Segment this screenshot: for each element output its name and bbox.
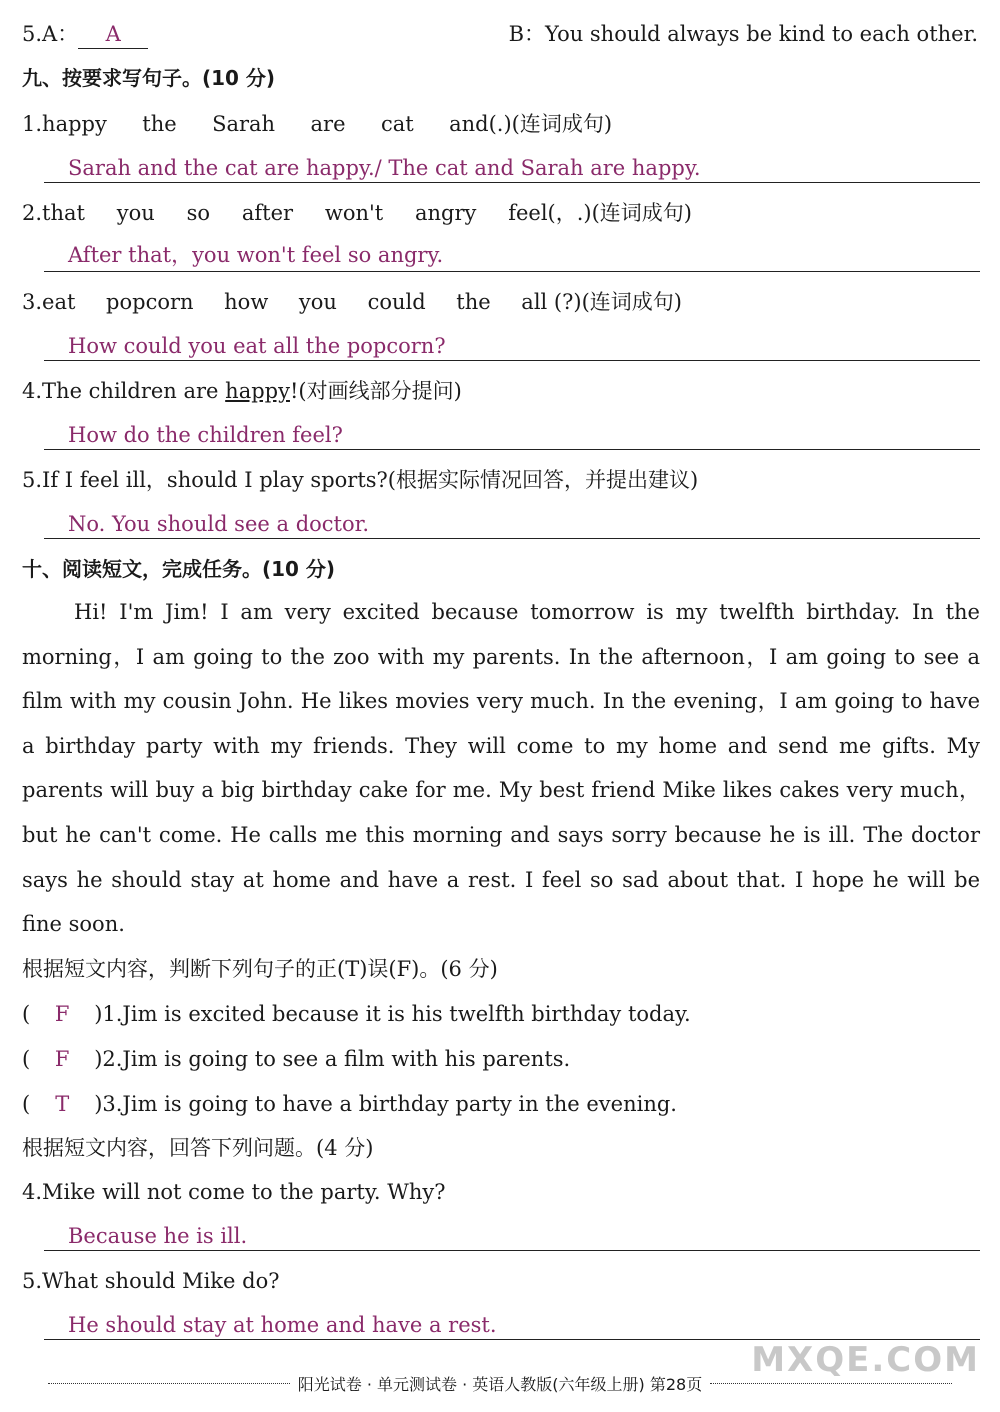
watermark-logo: MXQE.COM — [751, 1340, 980, 1380]
s9-q2-num: 2. — [22, 201, 43, 225]
word: popcorn — [106, 290, 194, 314]
tf-text: )2.Jim is going to see a film with his parents. — [94, 1047, 571, 1071]
word: feel(，.)(连词成句) — [508, 201, 692, 225]
s9-q4-text: 4.The children are — [22, 379, 226, 403]
s10-q4-answer-line — [44, 1220, 980, 1251]
passage-text: Hi! I'm Jim! I am very excited because tomorrow is my twelfth birthday. In the morning，I am going to the zoo with my parents. In the afternoon，I am going to see a film with my cousin John. He likes movies very much. In the evening，I am going to have a birthday party with my friends. They will come to my home and send me gifts. My parents will buy a big birthday cake for me. My best friend Mike likes cakes very much，but he can't come. He calls me this morning and says sorry because he is ill. The doctor says he should stay at home and have a rest. I feel so sad about that. I hope he will be fine soon. — [22, 600, 980, 937]
tf-mark: F — [54, 1047, 70, 1071]
word: won't — [324, 201, 384, 225]
tf-mark: F — [54, 1002, 70, 1026]
s9-q3-words — [42, 288, 682, 316]
tf-item-1: ( F )1.Jim is excited because it is his twelfth birthday today. — [22, 1002, 691, 1026]
word: and(.)(连词成句) — [449, 112, 613, 136]
s9-q3-answer-line — [44, 330, 980, 361]
question-5-answer: A — [78, 20, 148, 49]
question-5-label: 5.A： — [22, 22, 79, 46]
s9-q2-answer: After that，you won't feel so angry. — [68, 243, 444, 267]
s9-q3-num: 3. — [22, 290, 43, 314]
word: Sarah — [212, 112, 276, 136]
s9-q4-underlined: happy — [225, 379, 290, 403]
word: you — [116, 201, 155, 225]
s9-q5: 5.If I feel ill，should I play sports?(根据实际情况回答，并提出建议) — [22, 468, 699, 492]
word: so — [186, 201, 211, 225]
s10-q4-answer: Because he is ill. — [68, 1224, 248, 1248]
question-5-row — [22, 20, 978, 49]
word: cat — [380, 112, 414, 136]
s9-q4 — [22, 377, 978, 405]
word: angry — [415, 201, 477, 225]
s10-q5: 5.What should Mike do? — [22, 1269, 280, 1293]
word: the — [456, 290, 491, 314]
footer-dots-left — [48, 1383, 290, 1384]
s9-q1 — [22, 110, 978, 138]
s9-q1-words — [42, 110, 612, 138]
word: eat — [42, 290, 76, 314]
s9-q1-answer-line — [44, 152, 980, 183]
qa-title: 根据短文内容，回答下列问题。(4 分) — [22, 1136, 374, 1160]
word: how — [224, 290, 269, 314]
s9-q4-instruction: !(对画线部分提问) — [289, 379, 462, 403]
tf-item-3: ( T )3.Jim is going to have a birthday party in the evening. — [22, 1092, 677, 1116]
tf-mark: T — [55, 1092, 70, 1116]
option-b-text: B：You should always be kind to each other. — [508, 22, 978, 46]
s9-q2 — [22, 199, 978, 227]
s9-q3 — [22, 288, 978, 316]
s10-q5-answer-line — [44, 1309, 980, 1340]
tf-item-2: ( F )2.Jim is going to see a film with his parents. — [22, 1047, 571, 1071]
word: that — [42, 201, 85, 225]
word: the — [142, 112, 177, 136]
word: happy — [42, 112, 107, 136]
s9-q5-answer: No. You should see a doctor. — [68, 512, 370, 536]
reading-passage — [22, 590, 980, 947]
tf-title: 根据短文内容，判断下列句子的正(T)误(F)。(6 分) — [22, 957, 498, 981]
word: after — [241, 201, 294, 225]
s10-q4: 4.Mike will not come to the party. Why? — [22, 1180, 446, 1204]
section-10-title: 十、阅读短文，完成任务。(10 分) — [22, 557, 336, 581]
s9-q1-num: 1. — [22, 112, 43, 136]
s9-q2-answer-line — [44, 241, 980, 272]
footer-dots-right — [710, 1383, 952, 1384]
s10-q5-answer: He should stay at home and have a rest. — [68, 1313, 497, 1337]
word: all (?)(连词成句) — [521, 290, 682, 314]
word: you — [298, 290, 337, 314]
s9-q3-answer: How could you eat all the popcorn? — [68, 334, 446, 358]
tf-text: )3.Jim is going to have a birthday party in the evening. — [94, 1092, 677, 1116]
s9-q1-answer: Sarah and the cat are happy./ The cat and Sarah are happy. — [68, 156, 701, 180]
word: could — [367, 290, 426, 314]
s9-q5-answer-line — [44, 508, 980, 539]
s9-q4-answer: How do the children feel? — [68, 423, 343, 447]
s9-q4-answer-line — [44, 419, 980, 450]
word: are — [310, 112, 346, 136]
footer-text: 阳光试卷 · 单元测试卷 · 英语人教版(六年级上册) 第28页 — [297, 1375, 703, 1394]
tf-text: )1.Jim is excited because it is his twelfth birthday today. — [94, 1002, 691, 1026]
section-9-title: 九、按要求写句子。(10 分) — [22, 66, 276, 90]
s9-q2-words — [42, 199, 692, 227]
